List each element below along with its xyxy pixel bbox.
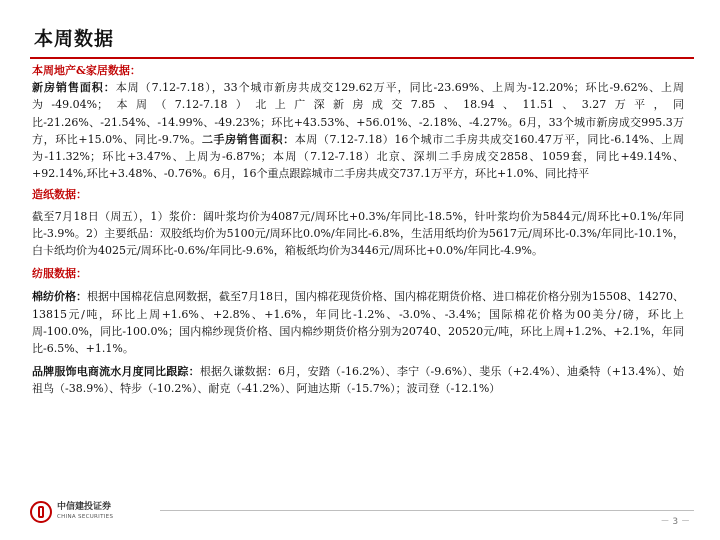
company-logo — [30, 500, 113, 524]
textile-heading: 纺服数据： — [32, 267, 87, 281]
second-home-text: 本周（7.12-7.18）16个城市二手房共成交160.47万平，同比-6.14%、上周为-11.32%；环比+3.47%、上周为-6.87%；本周（7.12-7.18）北京、深圳二手房成交2858、1059套，同比+49.14%、+92.14%,环比+3.48%、-0.76%。6月，16个重点跟踪城市二手房共成交737.1万平方，环比+1.0%、同比持平 — [32, 132, 684, 181]
paper-paragraph: 截至7月18日（周五），1）浆价：阔叶浆均价为4087元/周环比+0.3%/年同比-18.5%，针叶浆均价为5844元/周环比+0.1%/年同比-3.9%。2）主要纸品：双胶纸均价为5100元/周环比0.0%/年同比-6.8%，生活用纸均价为5617元/周环比-0.3%/年同比-10.1%，白卡纸均价为4025元/周环比-0.6%/年同比-9.6%，箱板纸均价为3446元/周环比+0.0%/年同比-4.9%。 — [32, 209, 684, 258]
second-home-label: 二手房销售面积： — [201, 132, 295, 146]
logo-text — [57, 502, 113, 522]
logo-icon — [30, 501, 52, 523]
logo-en-text: CHINA SECURITIES — [57, 514, 114, 520]
footer-divider — [160, 510, 694, 511]
page-number: － 3 － — [660, 517, 690, 527]
new-home-text: 本周（7.12-7.18），33个城市新房共成交129.62万平，同比-23.69%、上周为-12.20%；环比-9.62%、上周为-49.04%；本周（7.12-7.18）北上广深新房成交7.85、18.94、11.51、3.27万平，同比-21.26%、-21.54%、-14.99%、-49.23%；环比+43.53%、+56.01%、-2.18%、-4.27%。6月，33个城市新房成交995.3万方，环比+15.0%、同比-9.7%。 — [32, 81, 684, 146]
brand-paragraph — [32, 363, 684, 397]
brand-label: 品牌服饰电商流水月度同比跟踪： — [32, 365, 200, 379]
page-title: 本周数据 — [34, 28, 115, 50]
new-home-paragraph — [32, 79, 684, 182]
new-home-label: 新房销售面积： — [32, 81, 116, 95]
cotton-paragraph — [32, 288, 684, 357]
paper-heading: 造纸数据： — [32, 188, 87, 202]
property-heading: 本周地产&家居数据： — [32, 64, 141, 77]
cotton-text: 根据中国棉花信息网数据，截至7月18日，国内棉花现货价格、国内棉花期货价格、进口棉花价格分别为15508、14270、13815元/吨，环比上周+1.6%、+2.8%、+1.6%，年同比-1.2%、-3.0%、-3.4%；国际棉花价格为00美分/磅，环比上周-100.0%，同比-100.0%；国内棉纱现货价格、国内棉纱期货价格分别为20740、20520元/吨，环比上周+1.2%、+2.1%，年同比-6.5%、+1.1%。 — [32, 290, 685, 356]
cotton-label: 棉纺价格： — [32, 290, 88, 304]
main-content — [32, 62, 684, 398]
brand-text: 根据久谦数据：6月，安踏（-16.2%）、李宁（-9.6%）、斐乐（+2.4%）、迪桑特（+13.4%）、始祖鸟（-38.9%）、特步（-10.2%）、耐克（-41.2%）、阿迪达斯（-15.7%）；波司登（-12.1%） — [32, 365, 684, 396]
title-divider — [30, 57, 694, 59]
logo-cn-text: 中信建投证券 — [57, 502, 112, 512]
